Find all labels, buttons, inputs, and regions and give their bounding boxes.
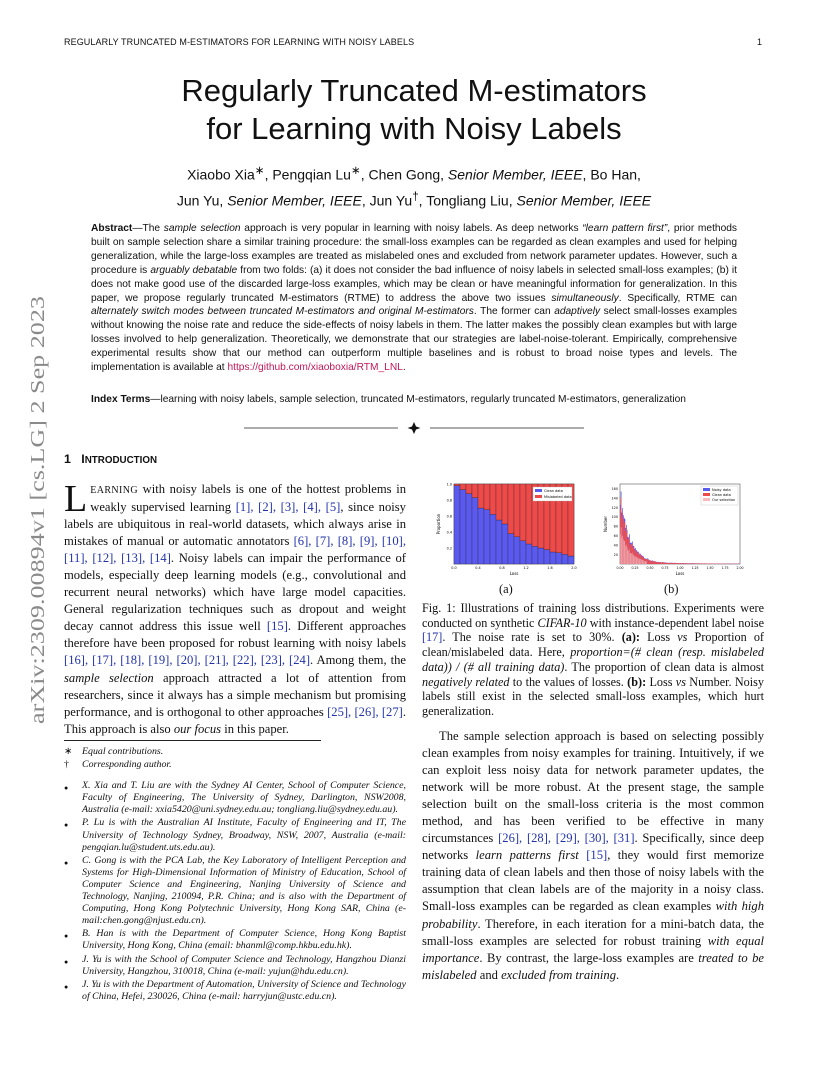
hist-bar-selection	[639, 559, 640, 564]
hist-bar-selection	[643, 560, 644, 564]
hist-bar-clean	[691, 563, 692, 564]
bar-mislabeled	[454, 484, 460, 486]
hist-bar-selection	[622, 536, 623, 564]
bar-clean	[526, 544, 532, 564]
legend-b-noisy: Noisy data	[712, 488, 731, 492]
hist-bar-clean	[681, 563, 682, 564]
page-number: 1	[757, 37, 763, 47]
hist-bar-clean	[650, 561, 651, 564]
hist-bar-clean	[657, 562, 658, 564]
hist-bar-clean	[660, 562, 661, 564]
hist-bar-clean	[697, 563, 698, 564]
bar-clean	[562, 554, 568, 564]
hist-bar-clean	[676, 563, 677, 564]
x-tick-label: 1.25	[691, 566, 699, 570]
xlabel-a: Loss	[509, 571, 519, 576]
x-tick-label: 0.0	[451, 566, 457, 570]
bar-clean	[544, 550, 550, 564]
legend-b	[701, 486, 738, 505]
hist-bar-clean	[648, 559, 649, 564]
y-tick-label: 60	[613, 534, 618, 539]
hist-bar-clean	[682, 563, 683, 564]
hist-bar-selection	[645, 561, 646, 564]
y-tick-label: 160	[611, 487, 618, 492]
author-list	[120, 160, 708, 211]
citation-link[interactable]: [17]	[422, 630, 443, 645]
hist-bar-clean	[679, 563, 680, 564]
x-tick-label: 1.50	[706, 566, 714, 570]
footnote-corresponding: † Corresponding author.	[64, 759, 172, 771]
hist-bar-clean	[662, 562, 663, 564]
hist-bar-selection	[646, 561, 647, 564]
ylabel-b: Number	[603, 515, 608, 533]
hist-bar-clean	[690, 563, 691, 564]
legend-a-clean: Clean data	[544, 489, 563, 493]
section-separator	[244, 422, 584, 434]
hist-bar-clean	[699, 563, 700, 564]
y-tick-label: 140	[611, 496, 618, 501]
hist-bar-clean	[695, 563, 696, 564]
hist-bar-clean	[674, 563, 675, 564]
bar-clean	[520, 541, 526, 564]
y-tick-label: 20	[613, 552, 618, 557]
hist-bar-clean	[664, 562, 665, 564]
hist-bar-clean	[700, 563, 701, 564]
hist-bar-selection	[643, 560, 644, 564]
hist-bar-clean	[694, 563, 695, 564]
hist-bar-clean	[675, 563, 676, 564]
authors-line-1: Xiaobo Xia∗, Pengqian Lu∗, Chen Gong, Senior Member, IEEE, Bo Han,	[187, 164, 641, 183]
x-tick-label: 0.50	[646, 566, 654, 570]
hist-bar-clean	[672, 563, 673, 564]
hist-bar-selection	[621, 527, 622, 564]
citation-link[interactable]: [6], [7], [8], [9], [10], [11], [12], [13], [14]	[64, 534, 406, 566]
bar-mislabeled	[514, 484, 520, 537]
y-ticks-b	[612, 487, 618, 557]
drop-cap: L	[64, 478, 88, 520]
bar-clean	[484, 510, 490, 564]
legend-b-clean: Clean data	[712, 493, 731, 497]
affiliation-item: ● J. Yu is with the Department of Automation, University of Science and Technology of China, Hefei, 230026, China (e-mail: harryjun@ustc.edu.cn).	[64, 978, 406, 1002]
hist-bar-clean	[649, 560, 650, 564]
bar-clean	[466, 494, 472, 564]
hist-bar-selection	[642, 560, 643, 564]
bar-mislabeled	[472, 484, 478, 498]
arxiv-identifier	[22, 296, 52, 726]
bar-mislabeled	[484, 484, 490, 510]
hist-bar-clean	[709, 563, 710, 564]
index-terms: Index Terms—learning with noisy labels, sample selection, truncated M-estimators, regularly truncated M-estimators, generalization	[91, 394, 686, 405]
hist-bar-clean	[669, 563, 670, 564]
footnote-rule	[64, 740, 321, 741]
citation-link[interactable]: [25], [26], [27]	[327, 704, 403, 719]
figure-caption: Fig. 1: Illustrations of training loss distributions. Experiments were conducted on synthetic CIFAR-10 with instance-dependent label noise [17]. The noise rate is set to 30%. (a): Loss vs Proportion of clean/mislabeled data. Here, proportion=(# clean (resp. mislabeled data)) / (# all training data). The proportion of clean data is almost negatively related to the values of losses. (b): Loss vs Number. Noisy labels still exist in the selected small-loss examples, which hurt generalization.	[422, 601, 765, 718]
hist-bar-selection	[622, 538, 623, 564]
authors-line-2: Jun Yu, Senior Member, IEEE, Jun Yu†, Tongliang Liu, Senior Member, IEEE	[176, 189, 652, 209]
hist-bar-clean	[655, 562, 656, 564]
affiliation-item: ● C. Gong is with the PCA Lab, the Key Laboratory of Intelligent Perception and Systems for High-Dimensional Information of Ministry of Education, School of Computer Science and Engineering, Nanjing University of Science and Technology, Nanjing, 210094, P.R. China; and is also with the Department of Computing, Hong Kong Polytechnic University, Hong Kong SAR, China (e-mail:chen.gong@njust.edu.cn).	[64, 854, 406, 927]
hist-bar-clean	[671, 563, 672, 564]
hist-bar-selection	[636, 557, 637, 564]
affiliation-item: ● X. Xia and T. Liu are with the Sydney AI Center, School of Computer Science, Faculty of Engineering, The University of Sydney, Darlington, NSW2008, Australia (e-mail: xxia5420@uni.sydney.edu.au; tongliang.liu@sydney.edu.au).	[64, 780, 406, 816]
y-tick-label: 80	[613, 524, 618, 529]
bar-clean	[532, 546, 538, 564]
hist-bar-clean	[693, 563, 694, 564]
hist-bar-clean	[668, 563, 669, 564]
hist-bar-selection	[632, 553, 633, 564]
hist-bar-selection	[637, 558, 638, 564]
hist-bar-clean	[667, 563, 668, 564]
footnotes	[64, 746, 406, 1004]
x-tick-label: 1.6	[547, 566, 553, 570]
x-tick-label: 0.00	[616, 566, 624, 570]
x-tick-label: 1.2	[523, 566, 529, 570]
paper-title	[0, 72, 828, 148]
hist-bar-selection	[631, 553, 632, 564]
hist-bar-clean	[666, 563, 667, 564]
hist-bar-clean	[700, 563, 701, 564]
hist-bar-selection	[625, 541, 626, 564]
code-link[interactable]: https://github.com/xiaoboxia/RTM_LNL	[227, 362, 403, 374]
hist-bar-clean	[658, 562, 659, 564]
citation-link[interactable]: [15]	[266, 619, 288, 634]
hist-bar-clean	[688, 563, 689, 564]
legend-b-selection: Our selection	[712, 498, 736, 502]
hist-bar-clean	[703, 563, 704, 564]
hist-bar-clean	[651, 561, 652, 564]
bar-mislabeled	[496, 484, 502, 520]
hist-bar-clean	[701, 563, 702, 564]
figure-label-b: (b)	[664, 582, 679, 596]
bar-clean	[556, 553, 562, 564]
bar-clean	[460, 490, 466, 564]
hist-bar-clean	[654, 561, 655, 564]
hist-bar-selection	[629, 549, 630, 564]
hist-bar-selection	[631, 553, 632, 564]
affiliation-item: ● B. Han is with the Department of Computer Science, Hong Kong Baptist University, Hong Kong, China (email: bhanml@comp.hkbu.edu.hk).	[64, 928, 406, 952]
right-paragraph: The sample selection approach is based on selecting possibly clean examples from noisy examples for training. Intuitively, if we can exploit less noisy data for network parameter updates, the network will be more robust. At the present stage, the sample selection built on the small-loss criteria is the most common method, and has been verified to be effective in many circumstances [26], [28], [29], [30], [31]. Specifically, since deep networks learn patterns first [15], they would first memorize training data of clean labels and then those of noisy labels with the assumption that clean labels are of the majority in a noisy class. Small-loss examples can be regarded as clean examples with high probability. Therefore, in each iteration for a mini-batch data, the small-loss examples are selected for robust training with equal importance. By contrast, the large-loss examples are treated to be mislabeled and excluded from training.	[422, 729, 765, 982]
running-header: REGULARLY TRUNCATED M-ESTIMATORS FOR LEARNING WITH NOISY LABELS	[64, 37, 415, 47]
x-ticks-a	[451, 566, 576, 570]
y-tick-label: 40	[613, 543, 618, 548]
title-line-2: for Learning with Noisy Labels	[206, 111, 622, 146]
hist-bar-clean	[692, 563, 693, 564]
hist-bar-selection	[624, 541, 625, 564]
hist-bar-clean	[663, 562, 664, 564]
hist-bar-selection	[635, 556, 636, 564]
hist-bar-selection	[641, 559, 642, 564]
hist-bar-clean	[684, 563, 685, 564]
x-tick-label: 1.00	[676, 566, 684, 570]
bar-mislabeled	[502, 484, 508, 524]
intro-paragraph: LEARNING with noisy labels is one of the hottest problems in weakly supervised learning [1], [2], [3], [4], [5], since noisy labels are ubiquitous in real-world datasets, which always arise in mistakes of manual or automatic annotators [6], [7], [8], [9], [10], [11], [12], [13], [14]. Noisy labels can impair the performance of models, especially deep learning models (e.g., convolutional and recurrent neural networks) which have large model capacities. General regularization techniques such as dropout and weight decay cannot address this issue well [15]. Different approaches therefore have been proposed for robust learning with noisy labels [16], [17], [18], [19], [20], [21], [22], [23], [24]. Among them, the sample selection approach attracted a lot of attention from researchers, since it always has a simple mechanism but promising performance, and is orthogonal to other approaches [25], [26], [27]. This approach is also our focus in this paper.	[64, 478, 406, 736]
xlabel-b: Loss	[675, 571, 685, 576]
hist-bar-selection	[640, 559, 641, 564]
hist-bar-clean	[661, 562, 662, 564]
hist-bar-selection	[634, 555, 635, 564]
hist-bar-clean	[678, 563, 679, 564]
y-tick-label: 0.2	[446, 546, 452, 551]
hist-bar-clean	[655, 562, 656, 564]
x-ticks-b	[616, 566, 743, 570]
hist-bar-clean	[689, 563, 690, 564]
citation-link[interactable]: [26], [28], [29], [30], [31]	[498, 831, 635, 846]
bar-clean	[472, 498, 478, 564]
hist-bar-clean	[670, 563, 671, 564]
hist-bar-clean	[694, 563, 695, 564]
bar-mislabeled	[466, 484, 472, 494]
title-line-1: Regularly Truncated M-estimators	[181, 73, 647, 108]
bar-clean	[550, 552, 556, 564]
bar-clean	[508, 534, 514, 564]
hist-bar-selection	[627, 547, 628, 564]
hist-bar-clean	[658, 562, 659, 564]
hist-bar-clean	[653, 561, 654, 564]
chart-loss-vs-number	[600, 478, 748, 576]
x-tick-label: 0.25	[631, 566, 639, 570]
hist-bar-clean	[687, 563, 688, 564]
hist-bar-selection	[646, 561, 647, 564]
hist-bar-clean	[686, 563, 687, 564]
hist-bar-selection	[620, 534, 621, 564]
x-tick-label: 0.75	[661, 566, 669, 570]
bar-mislabeled	[508, 484, 514, 534]
bar-mislabeled	[478, 484, 484, 508]
bar-clean	[514, 537, 520, 564]
x-tick-label: 0.4	[475, 566, 481, 570]
hist-bar-clean	[652, 561, 653, 564]
hist-bar-clean	[688, 563, 689, 564]
bar-clean	[538, 548, 544, 564]
hist-bar-clean	[683, 563, 684, 564]
hist-bar-clean	[656, 562, 657, 564]
hist-bar-clean	[680, 563, 681, 564]
bar-clean	[478, 508, 484, 564]
y-tick-label: 1.0	[446, 482, 452, 487]
bar-clean	[490, 514, 496, 564]
hist-bar-selection	[637, 557, 638, 564]
bar-mislabeled	[460, 484, 466, 490]
hist-bar-selection	[638, 558, 639, 564]
affiliation-item: ● J. Yu is with the School of Computer Science and Technology, Hangzhou Dianzi University, Hangzhou, 310018, China (e-mail: yujun@hdu.edu.cn).	[64, 953, 406, 977]
hist-bar-clean	[647, 559, 648, 564]
figure-label-a: (a)	[499, 582, 513, 596]
footnote-equal: ∗ Equal contributions.	[64, 746, 164, 757]
bar-mislabeled	[490, 484, 496, 514]
bar-clean	[568, 556, 574, 564]
hist-bar-selection	[623, 539, 624, 564]
hist-bar-clean	[691, 563, 692, 564]
bar-mislabeled	[526, 484, 532, 544]
y-tick-label: 0.6	[446, 514, 452, 519]
arxiv-id-text: arXiv:2309.00894v1 [cs.LG] 2 Sep 2023	[27, 388, 49, 724]
y-tick-label: 100	[611, 515, 618, 520]
hist-bar-clean	[685, 563, 686, 564]
hist-bar-clean	[673, 563, 674, 564]
hist-bar-clean	[652, 561, 653, 564]
citation-link[interactable]: [15]	[586, 848, 608, 863]
hist-bar-clean	[704, 563, 705, 564]
y-ticks-a	[447, 482, 452, 550]
hist-bar-selection	[625, 546, 626, 564]
hist-bar-clean	[649, 561, 650, 564]
x-tick-label: 1.75	[721, 566, 729, 570]
citation-link[interactable]: [1], [2], [3], [4], [5]	[235, 500, 341, 515]
hist-bar-selection	[644, 561, 645, 564]
y-tick-label: 0.8	[446, 498, 452, 503]
hist-bar-selection	[633, 555, 634, 564]
bar-clean	[496, 520, 502, 564]
abstract: Abstract—The sample selection approach is very popular in learning with noisy labels. As deep networks “learn pattern first”, prior methods built on sample selection share a similar training procedure: the small-loss examples can be regarded as clean examples and used for helping generalization, while the large-loss examples are treated as mislabeled ones and excluded from network parameter updates. However, such a procedure is arguably debatable from two folds: (a) it does not consider the bad influence of noisy labels in selected small-loss examples; (b) it does not make good use of the discarded large-loss examples, which may be clean or have meaningful information for generalization. In this paper, we propose regularly truncated M-estimators (RTME) to address the above two issues simultaneously. Specifically, RTME can alternately switch modes between truncated M-estimators and original M-estimators. The former can adaptively select small-losses examples without knowing the noise rate and reduce the side-effects of noisy labels in them. The latter makes the possibly clean examples but with large losses involved to help generalization. Theoretically, we demonstrate that our strategies are label-noise-tolerant. Empirically, comprehensive experimental results show that our method can outperform multiple baselines and is robust to broad noise types and levels. The implementation is available at https://github.com/xiaoboxia/RTM_LNL.	[91, 223, 738, 374]
hist-bar-selection	[628, 551, 629, 564]
hist-bar-clean	[679, 563, 680, 564]
hist-bar-clean	[697, 563, 698, 564]
legend-a-mislabeled: Mislabeled data	[544, 495, 572, 499]
hist-bar-selection	[630, 553, 631, 564]
hist-bar-clean	[698, 563, 699, 564]
hist-bar-clean	[677, 563, 678, 564]
hist-bar-clean	[664, 562, 665, 564]
x-tick-label: 0.8	[499, 566, 505, 570]
bar-mislabeled	[520, 484, 526, 541]
chart-loss-vs-proportion	[432, 478, 580, 576]
hist-bar-clean	[667, 563, 668, 564]
ylabel-a: Proportion	[436, 513, 441, 535]
hist-bar-selection	[640, 559, 641, 564]
hist-bar-selection	[626, 544, 627, 564]
x-tick-label: 2.00	[736, 566, 744, 570]
hist-bar-selection	[634, 556, 635, 564]
citation-link[interactable]: [16], [17], [18], [19], [20], [21], [22], [23], [24]	[64, 653, 311, 668]
hist-bar-clean	[676, 563, 677, 564]
hist-bar-clean	[682, 563, 683, 564]
hist-bar-clean	[712, 563, 713, 564]
hist-bar-clean	[670, 563, 671, 564]
section-heading: 1 INTRODUCTION	[64, 452, 158, 466]
bar-clean	[502, 524, 508, 564]
affiliation-item: ● P. Lu is with the Australian AI Institute, Faculty of Engineering and IT, The University of Technology Sydney, Broadway, NSW, 2007, Australia (e-mail: pengqian.lu@student.uts.edu.au).	[64, 817, 406, 853]
x-tick-label: 2.0	[571, 566, 577, 570]
y-tick-label: 0.4	[446, 530, 452, 535]
hist-bar-clean	[661, 563, 662, 564]
hist-bar-clean	[705, 563, 706, 564]
hist-bar-clean	[665, 563, 666, 564]
y-tick-label: 120	[611, 505, 618, 510]
hist-bar-clean	[659, 562, 660, 564]
hist-bar-clean	[673, 563, 674, 564]
hist-bar-clean	[702, 563, 703, 564]
hist-bar-clean	[685, 563, 686, 564]
hist-bar-selection	[628, 550, 629, 564]
bar-clean	[454, 486, 460, 564]
legend-a	[533, 487, 572, 501]
